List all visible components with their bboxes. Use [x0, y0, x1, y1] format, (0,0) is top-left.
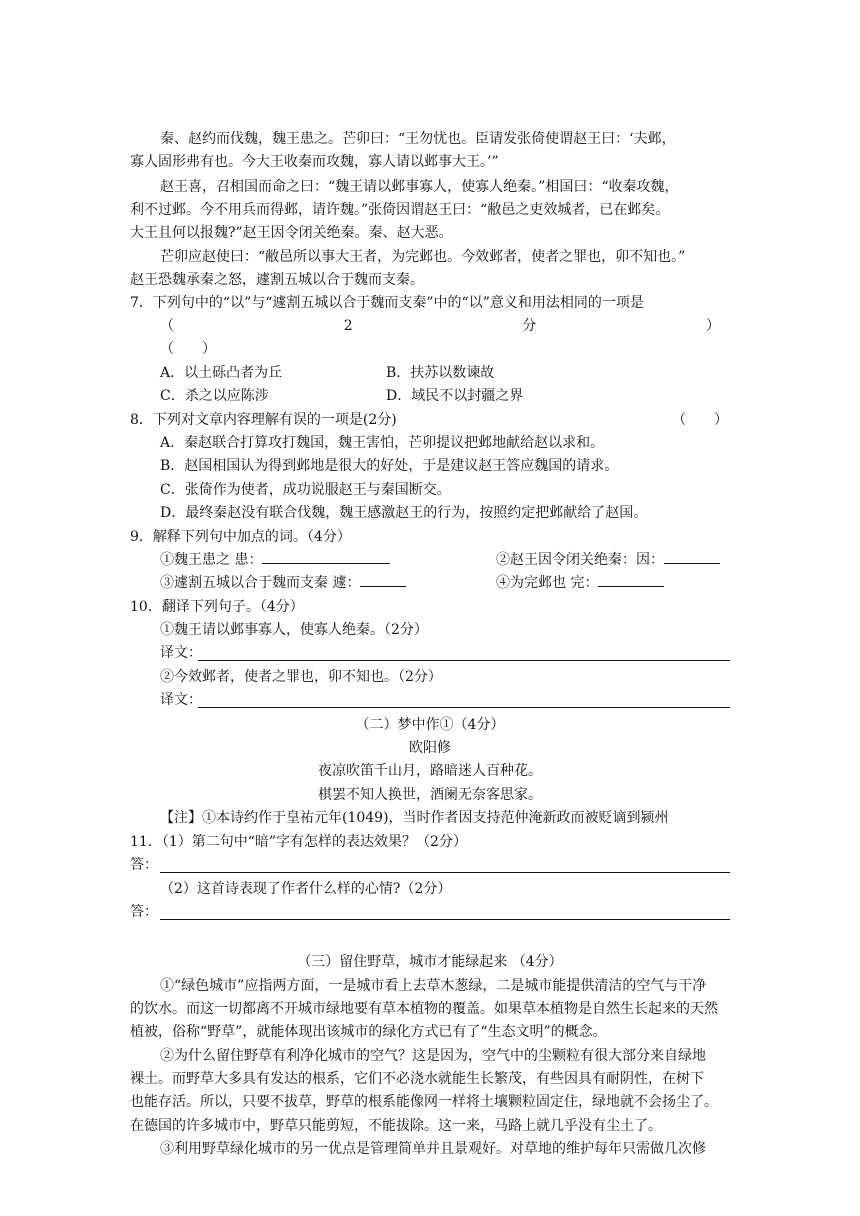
- answer-blank[interactable]: （ ）: [672, 412, 728, 428]
- essay-line: 植被，俗称“野草”，就能体现出该城市的绿化方式已有了“生态文明”的概念。: [130, 1024, 607, 1040]
- points-value: 2: [343, 318, 353, 334]
- item-text: ①魏王患之 患：: [160, 552, 263, 568]
- essay-line: ②为什么留住野草有利净化城市的空气？这是因为，空气中的尘颗粒有很大部分来自绿地: [160, 1048, 706, 1064]
- passage-line: 赵王喜，召相国而命之曰：“魏王请以邺事寡人，使寡人绝秦。”相国曰：“收秦攻魏，: [160, 179, 679, 195]
- poem-line: 夜凉吹笛千山月，路暗迷人百种花。: [318, 763, 542, 779]
- essay-line: ③利用野草绿化城市的另一优点是管理简单并且景观好。对草地的维护每年只需做几次修: [160, 1141, 706, 1157]
- answer-field[interactable]: [360, 572, 406, 587]
- answer-line[interactable]: [198, 707, 730, 708]
- option-a[interactable]: A．秦赵联合打算攻打魏国，魏王害怕，芒卯提议把邺地献给赵以求和。: [160, 435, 605, 451]
- item-text: ④为完邺也 完：: [496, 575, 599, 591]
- question-11-sub2: （2）这首诗表现了作者什么样的心情?（2分）: [160, 881, 452, 897]
- item-2: [496, 549, 720, 572]
- passage-line: 利不过邺。今不用兵而得邺，请许魏。”张倚因谓赵王曰：“敝邑之吏效城者，已在邺矣。: [130, 202, 670, 218]
- section-title: （二）梦中作①（4分）: [355, 717, 505, 733]
- question-11-stem: 11．（1）第二句中“暗”字有怎样的表达效果？（2分）: [130, 834, 467, 850]
- essay-line: 在德国的许多城市中，野草只能剪短，不能拔除。这一来，马路上就几乎没有尘土了。: [130, 1118, 662, 1134]
- question-7-points-row: [160, 315, 720, 338]
- essay-line: 裸土。而野草大多具有发达的根系，它们不必浇水就能生长繁茂，有些因具有耐阴性，在树下: [130, 1071, 704, 1087]
- section-title: （三）留住野草，城市才能绿起来 （4分）: [297, 954, 563, 970]
- passage-line: 赵王恐魏承秦之怒，遽割五城以合于魏而支秦。: [130, 272, 424, 288]
- answer-line[interactable]: [160, 872, 730, 873]
- answer-label: 答：: [130, 904, 158, 920]
- essay-line: 的饮水。而这一切都离不开城市绿地要有草本植物的覆盖。如果草本植物是自然生长起来的天然: [130, 1001, 718, 1017]
- question-10-stem: 10．翻译下列句子。（4分）: [130, 599, 304, 615]
- answer-label: 答：: [130, 857, 158, 873]
- paren-open: （: [160, 318, 174, 334]
- passage-line: 大王且何以报魏?”赵王因令闭关绝秦。秦、赵大恶。: [130, 225, 453, 241]
- poem-note: 【注】①本诗约作于皇祐元年(1049)，当时作者因支持范仲淹新政而被贬谪到颍州: [160, 810, 669, 826]
- points-unit: 分: [522, 318, 537, 334]
- poem-line: 棋罢不知人换世，酒阑无奈客思家。: [318, 787, 542, 803]
- answer-line[interactable]: [160, 919, 730, 920]
- answer-field[interactable]: [664, 549, 720, 564]
- poem-author: 欧阳修: [409, 740, 451, 756]
- answer-field[interactable]: [598, 572, 664, 587]
- option-b[interactable]: B．扶苏以数谏故: [386, 365, 495, 381]
- sentence-2: ②今效邺者，使者之罪也，卯不知也。（2分）: [160, 669, 442, 685]
- option-c[interactable]: C．张倚作为使者，成功说服赵王与秦国断交。: [160, 482, 451, 498]
- passage-line: 秦、赵约而伐魏，魏王患之。芒卯曰：“王勿忧也。臣请发张倚使谓赵王曰：‘夫邺，: [160, 131, 676, 147]
- answer-line[interactable]: [198, 660, 730, 661]
- answer-field[interactable]: [262, 549, 390, 564]
- item-4: [496, 572, 664, 595]
- translation-label: 译文：: [160, 692, 202, 708]
- item-text: ③遽割五城以合于魏而支秦 遽：: [160, 575, 361, 591]
- essay-line: ①“绿色城市”应指两方面，一是城市看上去草木葱绿，二是城市能提供清洁的空气与干净: [160, 978, 707, 994]
- option-a[interactable]: A．以土砾凸者为丘: [160, 365, 283, 381]
- item-3: [160, 572, 406, 595]
- essay-line: 也能存活。所以，只要不拔草，野草的根系能像网一样将土壤颗粒固定住，绿地就不会扬尘了。: [130, 1094, 718, 1110]
- option-b[interactable]: B．赵国相国认为得到邺地是很大的好处，于是建议赵王答应魏国的请求。: [160, 458, 619, 474]
- item-1: [160, 549, 390, 572]
- answer-blank[interactable]: （ ）: [160, 341, 216, 357]
- question-7-stem: 7．下列句中的“以”与“遽割五城以合于魏而支秦”中的“以”意义和用法相同的一项是: [130, 295, 644, 311]
- paren-close: ）: [705, 318, 720, 334]
- item-text: ②赵王因令闭关绝秦：因：: [496, 552, 664, 568]
- question-8-stem: 8．下列对文章内容理解有误的一项是(2分): [130, 412, 397, 428]
- translation-label: 译文：: [160, 645, 202, 661]
- option-d[interactable]: D．域民不以封疆之界: [386, 388, 524, 404]
- passage-line: 寡人固形弗有也。今大王收秦而攻魏，寡人请以邺事大王。’”: [130, 154, 499, 170]
- option-d[interactable]: D．最终秦赵没有联合伐魏，魏王感激赵王的行为，按照约定把邺献给了赵国。: [160, 505, 648, 521]
- sentence-1: ①魏王请以邺事寡人，使寡人绝秦。（2分）: [160, 622, 428, 638]
- question-9-stem: 9．解释下列句中加点的词。（4分）: [130, 529, 351, 545]
- option-c[interactable]: C．杀之以应陈涉: [160, 388, 269, 404]
- passage-line: 芒卯应赵使曰：“敝邑所以事大王者，为完邺也。今效邺者，使者之罪也，卯不知也。”: [160, 249, 686, 265]
